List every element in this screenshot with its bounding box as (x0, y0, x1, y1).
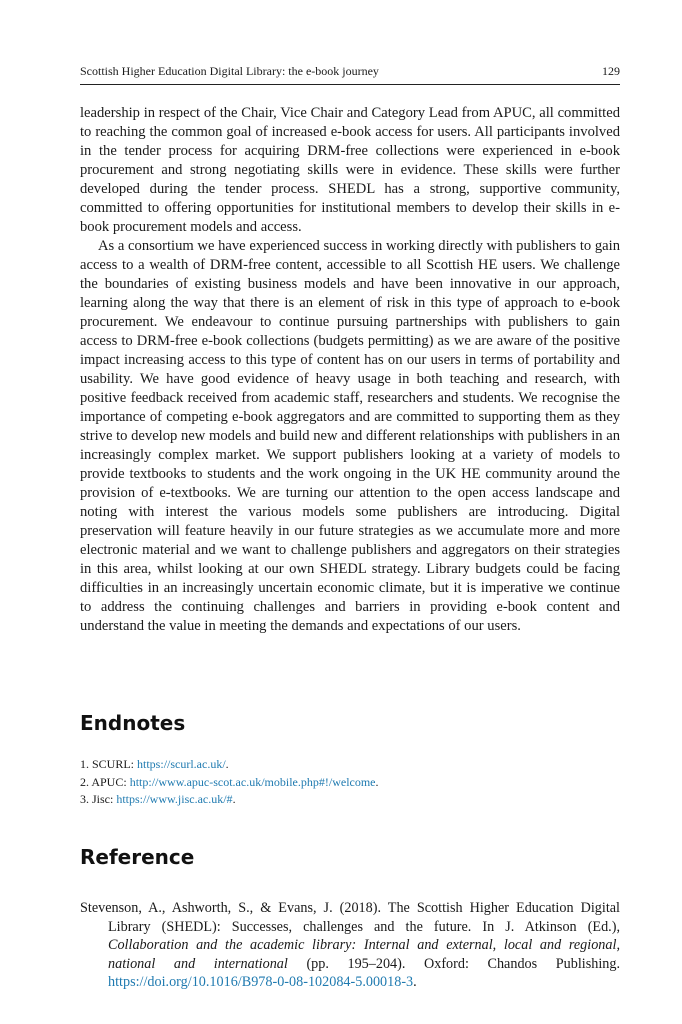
endnote-link[interactable]: http://www.apuc-scot.ac.uk/mobile.php#!/welcome (129, 774, 376, 789)
endnote-item (80, 774, 620, 792)
paragraph: leadership in respect of the Chair, Vice Chair and Category Lead from APUC, all committed to reaching the common goal of increased e-book access for users. All participants involved in the tender process for acquiring DRM-free collections were experienced in e-book procurement and strong negotiating skills were in evidence. These skills were further developed during the tender process. SHEDL has a strong, supportive community, committed to offering opportunities for institutional members to develop their skills in e-book procurement models and access. (80, 105, 620, 235)
endnote-item (80, 791, 620, 809)
endnote-number: 3. (80, 792, 89, 806)
endnotes-heading: Endnotes (80, 711, 186, 735)
reference-authors-title: Stevenson, A., Ashworth, S., & Evans, J. (2018). The Scottish Higher Education Digital Library (SHEDL): Successes, challenges and the future. In J. Atkinson (Ed.), (80, 900, 620, 935)
reference-doi-link[interactable]: https://doi.org/10.1016/B978-0-08-102084-5.00018-3 (108, 974, 414, 991)
running-header (80, 64, 620, 80)
reference-heading: Reference (80, 845, 195, 869)
endnote-link[interactable]: https://scurl.ac.uk/ (137, 757, 226, 771)
endnotes-list (80, 756, 620, 809)
endnote-label: SCURL: (92, 757, 135, 771)
punctuation: . (413, 974, 417, 991)
reference-pages-publisher: (pp. 195–204). Oxford: Chandos Publishing. (306, 955, 620, 972)
paragraph: As a consortium we have experienced success in working directly with publishers to gain access to a wealth of DRM-free content, accessible to all Scottish HE users. We challenge the boundaries of existing business models and have been innovative in our approach, learning along the way that there is an element of risk in this type of approach to e-book procurement. We endeavour to continue pursuing partnerships with publishers to gain access to DRM-free e-book collections (budgets permitting) as we are aware of the positive impact increasing access to this type of content has on our users in terms of portability and usability. We have good evidence of heavy usage in both teaching and research, with positive feedback received from academic staff, researchers and students. We recognise the importance of competing e-book aggregators and are committed to supporting them as they strive to develop new models and build new and different relationships with publishers in an increasingly complex market. We support publishers looking at a variety of models to provide textbooks to students and the work ongoing in the UK HE community around the provision of e-textbooks. We are turning our attention to the open access landscape and noting with interest the various models some publishers are introducing. Digital preservation will feature heavily in our future strategies as we accumulate more and more electronic material and we want to challenge publishers and aggregators on their strategies in this area, whilst looking at our own SHEDL strategy. Library budgets could be facing difficulties in an increasingly uncertain economic climate, but it is imperative we continue to address the continuing challenges and barriers in providing e-book content and understand the value in meeting the demands and expectations of our users. (80, 238, 620, 634)
header-rule (80, 84, 620, 85)
punctuation: . (375, 774, 379, 789)
endnote-number: 2. (80, 774, 89, 789)
body-text (80, 104, 620, 636)
punctuation: . (225, 757, 229, 771)
reference-book-title: Collaboration and the academic library: Internal and external, local and regional, national and international (108, 937, 620, 972)
endnote-number: 1. (80, 757, 89, 771)
endnote-label: Jisc: (92, 792, 114, 806)
endnote-label: APUC: (91, 774, 127, 789)
endnote-item (80, 756, 620, 774)
endnote-link[interactable]: https://www.jisc.ac.uk/# (116, 792, 233, 806)
punctuation: . (232, 792, 236, 806)
page-number: 129 (602, 64, 620, 78)
running-title: Scottish Higher Education Digital Library: the e-book journey (80, 64, 379, 78)
reference-entry (80, 899, 620, 992)
